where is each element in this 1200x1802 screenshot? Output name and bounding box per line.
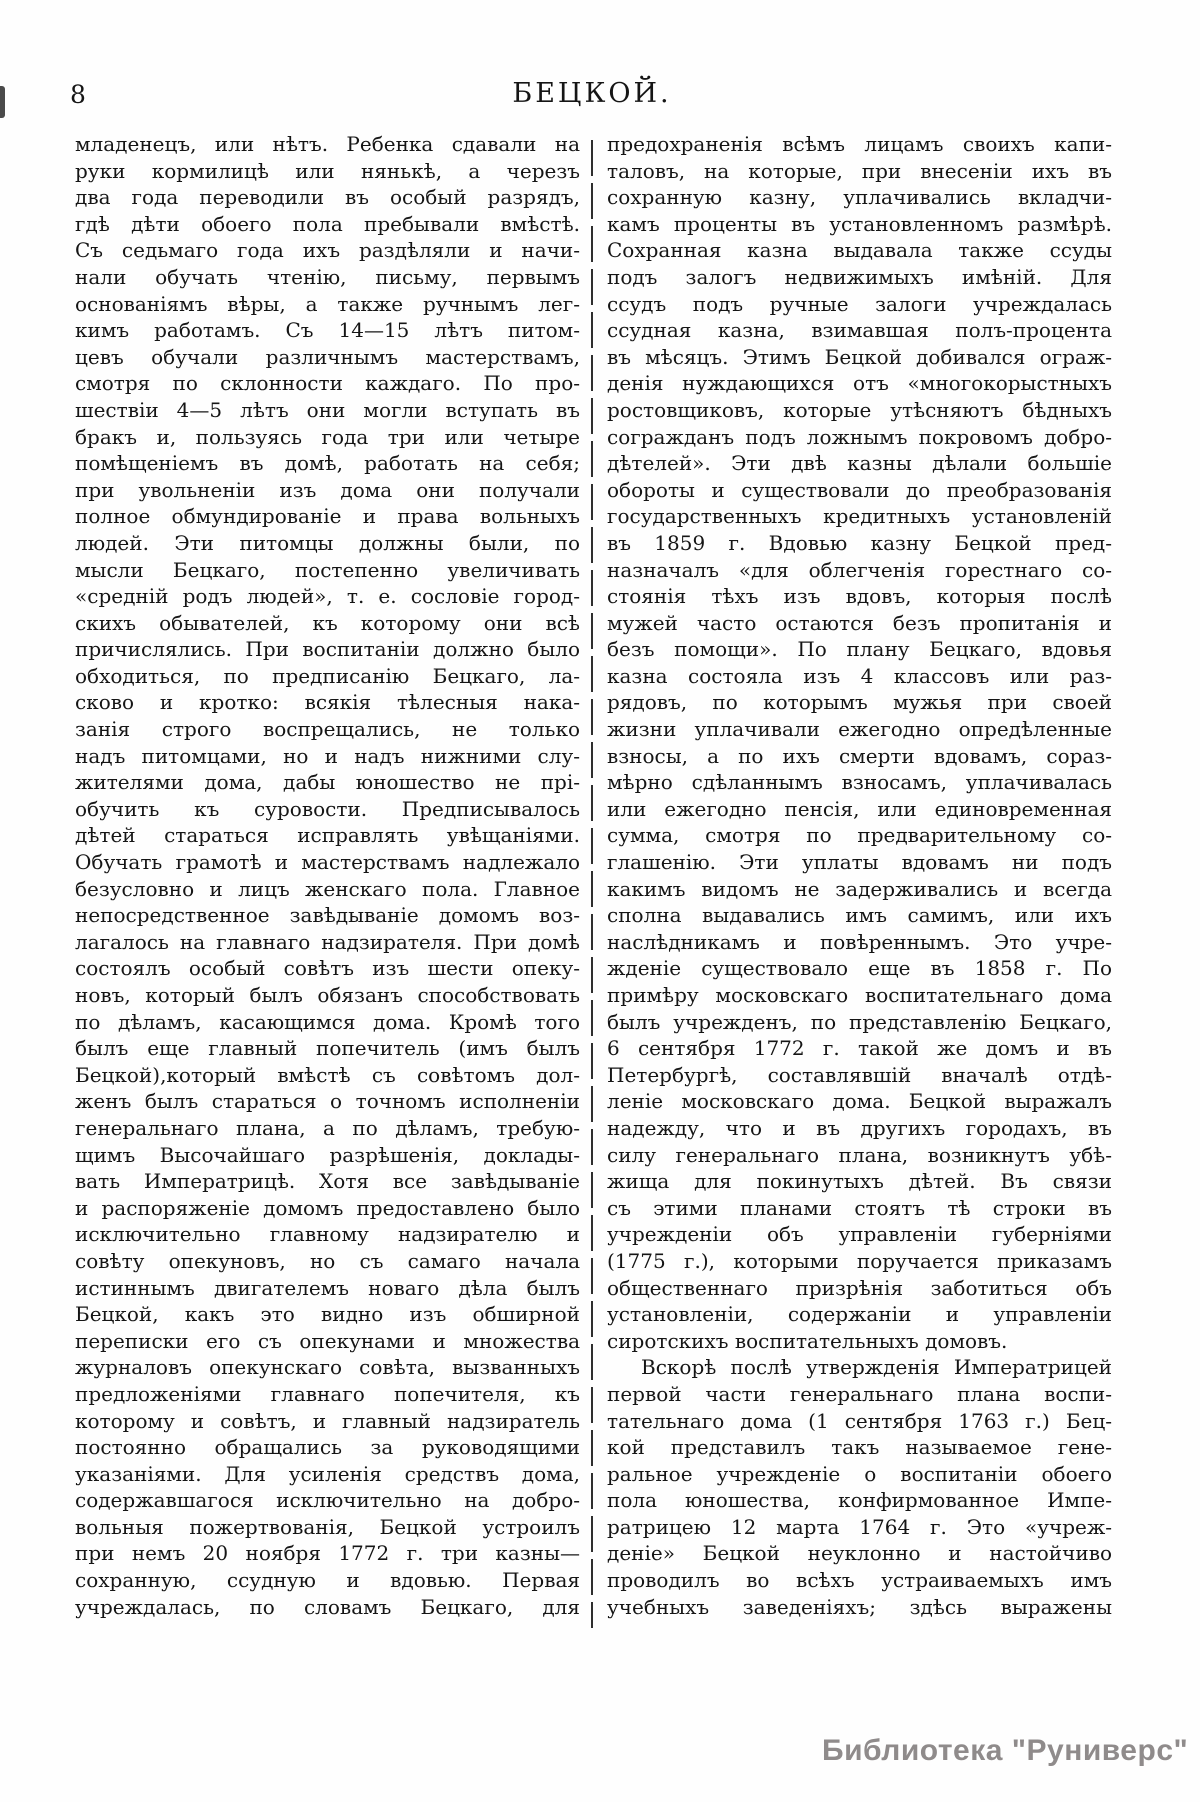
- text-line: Петербургѣ, составлявшій вначалѣ отдѣ-: [607, 1062, 1112, 1087]
- text-line: какимъ видомъ не задерживались и всегда: [607, 876, 1112, 901]
- text-line: обороты и существовали до преобразованія: [607, 477, 1112, 502]
- text-line: исключительно главному надзирателю и: [75, 1222, 580, 1247]
- text-line: въ мѣсяцъ. Этимъ Бецкой добивался ограж-: [607, 344, 1112, 369]
- text-line: (1775 г.), которыми поручается приказамъ: [607, 1248, 1112, 1273]
- text-line: предохраненія всѣмъ лицамъ своихъ капи-: [607, 132, 1112, 156]
- text-line: Вскорѣ послѣ утвержденія Императрицей: [641, 1355, 1112, 1380]
- text-line: ратрицею 12 марта 1764 г. Это «учреж-: [607, 1514, 1112, 1539]
- text-line: основаніямъ вѣры, а также ручнымъ лег-: [75, 291, 580, 316]
- text-line: тательнаго дома (1 сентября 1763 г.) Бец-: [607, 1408, 1112, 1433]
- text-line: установленіи, содержаніи и управленіи: [607, 1302, 1112, 1327]
- text-line: ссудная казна, взимавшая полъ-процента: [607, 318, 1112, 343]
- text-line: учреждалась, по словамъ Бецкаго, для: [75, 1594, 580, 1619]
- text-line: цевъ обучали различнымъ мастерствамъ,: [75, 344, 580, 369]
- text-line: проводилъ во всѣхъ устраиваемыхъ имъ: [607, 1568, 1112, 1593]
- text-line: полное обмундированіе и права вольныхъ: [75, 504, 580, 529]
- text-line: пола юношества, конфирмованное Импе-: [607, 1488, 1112, 1513]
- text-line: указаніями. Для усиленія средствъ дома,: [75, 1461, 580, 1486]
- text-line: руки кормилицѣ или нянькѣ, а черезъ: [75, 158, 580, 183]
- text-line: непосредственное завѣдываніе домомъ воз-: [75, 903, 580, 928]
- text-line: новъ, который былъ обязанъ способствовать: [75, 983, 580, 1007]
- library-watermark: Библиотека "Руниверс": [822, 1734, 1189, 1767]
- text-line: въ 1859 г. Вдовью казну Бецкой пред-: [607, 530, 1112, 555]
- text-line: общественнаго призрѣнія заботиться объ: [607, 1275, 1112, 1300]
- text-line: Обучать грамотѣ и мастерствамъ надлежало: [75, 850, 580, 875]
- page-number: 8: [70, 80, 86, 109]
- text-line: помѣщеніемъ въ домѣ, работать на себя;: [75, 451, 580, 476]
- text-line: Съ седьмаго года ихъ раздѣляли и начи-: [75, 238, 580, 263]
- text-line: мысли Бецкаго, постепенно увеличивать: [75, 557, 580, 582]
- text-line: при увольненіи изъ дома они получали: [75, 477, 580, 502]
- text-line: дѣтелей». Эти двѣ казны дѣлали большіе: [607, 451, 1112, 476]
- text-line: былъ учрежденъ, по представленію Бецкаго,: [607, 1009, 1112, 1034]
- text-line: обучить къ суровости. Предписывалось: [75, 796, 580, 821]
- text-line: занія строго воспрещались, не только: [75, 717, 580, 742]
- text-line: которому и совѣтъ, и главный надзиратель: [75, 1408, 580, 1433]
- text-line: Сохранная казна выдавала также ссуды: [607, 238, 1112, 263]
- text-line: безъ помощи». По плану Бецкаго, вдовья: [607, 637, 1112, 662]
- text-line: вольныя пожертвованія, Бецкой устроилъ: [75, 1514, 580, 1539]
- text-line: постоянно обращались за руководящими: [75, 1435, 580, 1460]
- text-line: Бецкой),который вмѣстѣ съ совѣтомъ дол-: [75, 1062, 580, 1087]
- text-line: два года переводили въ особый разрядъ,: [75, 185, 580, 210]
- text-line: переписки его съ опекунами и множества: [75, 1328, 580, 1353]
- text-line: смотря по склонности каждаго. По про-: [75, 371, 580, 396]
- text-line: причислялись. При воспитаніи должно было: [75, 637, 580, 662]
- text-line: жища для покинутыхъ дѣтей. Въ связи: [607, 1169, 1112, 1194]
- text-line: казна состояла изъ 4 классовъ или раз-: [607, 663, 1112, 688]
- text-line: былъ еще главный попечитель (имъ былъ: [75, 1036, 580, 1061]
- text-line: сумма, смотря по предварительному со-: [607, 823, 1112, 848]
- text-line: силу генеральнаго плана, возникнутъ убѣ-: [607, 1142, 1112, 1167]
- text-line: надежду, что и въ другихъ городахъ, въ: [607, 1115, 1112, 1140]
- text-line: примѣру московскаго воспитательнаго дома: [607, 983, 1112, 1007]
- text-line: таловъ, на которые, при внесеніи ихъ въ: [607, 158, 1112, 183]
- text-line: глашенію. Эти уплаты вдовамъ ни подъ: [607, 850, 1112, 875]
- text-line: ральное учрежденіе о воспитаніи обоего: [607, 1461, 1112, 1486]
- text-line: или ежегодно пенсія, или единовременная: [607, 796, 1112, 821]
- text-line: жителями дома, дабы юношество не прі-: [75, 770, 580, 795]
- text-line: истиннымъ двигателемъ новаго дѣла былъ: [75, 1275, 580, 1300]
- text-line: взносы, а по ихъ смерти вдовамъ, сораз-: [607, 743, 1112, 768]
- text-line: подъ залогъ недвижимыхъ имѣній. Для: [607, 264, 1112, 289]
- text-line: нали обучать чтенію, письму, первымъ: [75, 264, 580, 289]
- text-line: сково и кротко: всякія тѣлесныя нака-: [75, 690, 580, 715]
- text-line: Бецкой, какъ это видно изъ обширной: [75, 1302, 580, 1327]
- left-text-column: [75, 131, 580, 1620]
- text-line: «средній родъ людей», т. е. сословіе город-: [75, 584, 580, 609]
- text-line: учрежденіи объ управленіи губерніями: [607, 1222, 1112, 1247]
- text-line: щимъ Высочайшаго разрѣшенія, доклады-: [75, 1142, 580, 1167]
- text-line: 6 сентября 1772 г. такой же домъ и въ: [607, 1036, 1112, 1061]
- right-text-column: [607, 131, 1112, 1620]
- text-line: дѣтей стараться исправлять увѣщаніями.: [75, 823, 580, 848]
- text-line: шествіи 4—5 лѣтъ они могли вступать въ: [75, 397, 580, 422]
- text-line: при немъ 20 ноября 1772 г. три казны—: [75, 1541, 580, 1566]
- text-line: сиротскихъ воспитательныхъ домовъ.: [607, 1328, 1008, 1353]
- text-line: содержавшагося исключительно на добро-: [75, 1488, 580, 1513]
- text-line: гдѣ дѣти обоего пола пребывали вмѣстѣ.: [75, 211, 580, 236]
- text-line: надъ питомцами, но и надъ нижними слу-: [75, 743, 580, 768]
- text-line: вать Императрицѣ. Хотя все завѣдываніе: [75, 1169, 580, 1194]
- text-line: по дѣламъ, касающимся дома. Кромѣ того: [75, 1009, 580, 1034]
- text-line: женъ былъ стараться о точномъ исполненіи: [75, 1089, 580, 1114]
- text-line: обходиться, по предписанію Бецкаго, ла-: [75, 663, 580, 688]
- text-line: учебныхъ заведеніяхъ; здѣсь выражены: [607, 1594, 1112, 1619]
- text-line: скихъ обывателей, къ которому они всѣ: [75, 610, 580, 635]
- text-line: бракъ и, пользуясь года три или четыре: [75, 424, 580, 449]
- text-line: совѣту опекуновъ, но съ самаго начала: [75, 1248, 580, 1273]
- text-line: ссудъ подъ ручные залоги учреждалась: [607, 291, 1112, 316]
- text-line: ростовщиковъ, которые утѣсняютъ бѣдныхъ: [607, 397, 1112, 422]
- text-line: сполна выдавались имъ самимъ, или ихъ: [607, 903, 1112, 928]
- text-line: денія нуждающихся отъ «многокорыстныхъ: [607, 371, 1112, 396]
- text-line: съ этими планами стоятъ тѣ строки въ: [607, 1195, 1112, 1220]
- text-line: первой части генеральнаго плана воспи-: [607, 1381, 1112, 1406]
- text-line: жизни уплачивали ежегодно опредѣленные: [607, 717, 1112, 742]
- column-divider-rule: [591, 140, 593, 1628]
- text-line: журналовъ опекунскаго совѣта, вызванныхъ: [75, 1355, 580, 1380]
- text-line: генеральнаго плана, а по дѣламъ, требую-: [75, 1115, 580, 1140]
- text-line: и распоряженіе домомъ предоставлено было: [75, 1195, 580, 1220]
- text-line: безусловно и лицъ женскаго пола. Главное: [75, 876, 580, 901]
- text-line: наслѣдникамъ и повѣреннымъ. Это учре-: [607, 929, 1112, 954]
- text-line: сохранную, ссудную и вдовью. Первая: [75, 1568, 580, 1593]
- text-line: деніе» Бецкой неуклонно и настойчиво: [607, 1541, 1112, 1566]
- text-line: кимъ работамъ. Съ 14—15 лѣтъ питом-: [75, 318, 580, 343]
- text-line: мѣрно сдѣланнымъ взносамъ, уплачивалась: [607, 770, 1112, 795]
- text-line: государственныхъ кредитныхъ установленій: [607, 504, 1112, 529]
- text-line: мужей часто остаются безъ пропитанія и: [607, 610, 1112, 635]
- text-line: рядовъ, по которымъ мужья при своей: [607, 690, 1112, 715]
- text-line: людей. Эти питомцы должны были, по: [75, 530, 580, 555]
- text-line: младенецъ, или нѣтъ. Ребенка сдавали на: [75, 132, 580, 156]
- text-line: стоянія тѣхъ изъ вдовъ, которыя послѣ: [607, 584, 1112, 609]
- text-line: жденіе существовало еще въ 1858 г. По: [607, 956, 1112, 981]
- text-line: сохранную казну, уплачивались вкладчи-: [607, 185, 1112, 210]
- text-line: лагалось на главнаго надзирателя. При домѣ: [75, 929, 580, 954]
- running-title: БЕЦКОЙ.: [512, 78, 672, 109]
- text-line: камъ проценты въ установленномъ размѣрѣ.: [607, 211, 1112, 236]
- text-line: кой представилъ такъ называемое гене-: [607, 1435, 1112, 1460]
- text-line: предложеніями главнаго попечителя, къ: [75, 1381, 580, 1406]
- text-line: назначалъ «для облегченія горестнаго со-: [607, 557, 1112, 582]
- text-line: леніе московскаго дома. Бецкой выражалъ: [607, 1089, 1112, 1114]
- text-line: состоялъ особый совѣтъ изъ шести опеку-: [75, 956, 580, 981]
- text-line: согражданъ подъ ложнымъ покровомъ добро-: [607, 424, 1112, 449]
